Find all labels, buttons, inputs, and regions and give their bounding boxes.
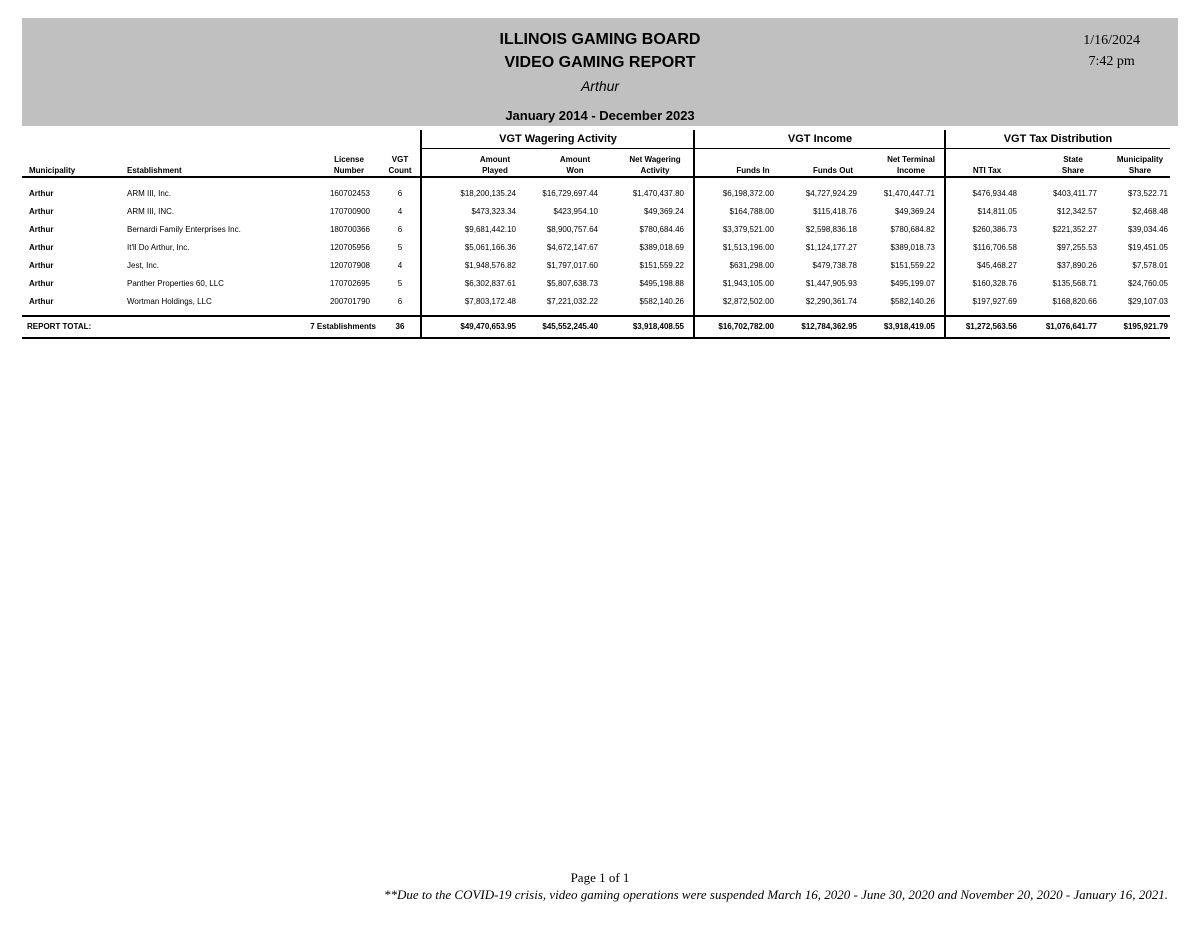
total-amount-won: $45,552,245.40 <box>542 322 598 331</box>
cell-municipality: Arthur <box>29 207 54 216</box>
header-rule <box>22 176 1170 178</box>
report-period: January 2014 - December 2023 <box>505 108 695 123</box>
cell-municipality: Arthur <box>29 225 54 234</box>
cell-vgt-count: 6 <box>397 189 403 198</box>
cell-amount-played: $6,302,837.61 <box>464 279 516 288</box>
cell-funds-in: $6,198,372.00 <box>722 189 774 198</box>
cell-state-share: $135,568.71 <box>1052 279 1097 288</box>
cell-funds-out: $4,727,924.29 <box>805 189 857 198</box>
col-license-number: License Number <box>333 155 365 175</box>
cell-funds-out: $2,290,361.74 <box>805 297 857 306</box>
report-total-row <box>22 318 1170 336</box>
cell-amount-won: $423,954.10 <box>553 207 598 216</box>
col-nti-tax: NTI Tax <box>972 166 1002 175</box>
cell-municipality-share: $7,578.01 <box>1132 261 1168 270</box>
totals-rule-top <box>22 315 1170 317</box>
cell-net-wagering: $495,198.88 <box>639 279 684 288</box>
col-funds-in: Funds In <box>736 166 770 175</box>
cell-state-share: $12,342.57 <box>1056 207 1097 216</box>
cell-nti-tax: $14,811.05 <box>977 207 1017 216</box>
report-time: 7:42 pm <box>1088 54 1135 69</box>
table-row <box>22 257 1170 275</box>
cell-municipality-share: $29,107.03 <box>1127 297 1168 306</box>
cell-amount-won: $4,672,147.67 <box>546 243 598 252</box>
table-row <box>22 293 1170 311</box>
cell-municipality: Arthur <box>29 243 54 252</box>
col-net-wagering: Net Wagering Activity <box>629 155 681 175</box>
page-number: Page 1 of 1 <box>570 870 630 885</box>
table-row <box>22 203 1170 221</box>
cell-net-wagering: $389,018.69 <box>639 243 684 252</box>
total-net-wagering: $3,918,408.55 <box>632 322 684 331</box>
col-state-share: State Share <box>1061 155 1085 175</box>
cell-amount-won: $1,797,017.60 <box>546 261 598 270</box>
cell-nti-tax: $116,706.58 <box>973 243 1017 252</box>
cell-state-share: $37,890.26 <box>1056 261 1097 270</box>
total-amount-played: $49,470,653.95 <box>460 322 516 331</box>
cell-establishment: ARM III, Inc. <box>127 189 172 198</box>
total-funds-out: $12,784,362.95 <box>801 322 857 331</box>
total-nti-tax: $1,272,563.56 <box>965 322 1017 331</box>
cell-net-terminal-income: $151,559.22 <box>890 261 935 270</box>
col-municipality: Municipality <box>29 166 76 175</box>
col-municipality-share: Municipality Share <box>1116 155 1164 175</box>
cell-license-number: 200701790 <box>329 297 370 306</box>
table-row <box>22 239 1170 257</box>
cell-funds-in: $631,298.00 <box>729 261 774 270</box>
cell-funds-out: $1,124,177.27 <box>805 243 857 252</box>
cell-municipality: Arthur <box>29 279 54 288</box>
report-date: 1/16/2024 <box>1083 33 1140 48</box>
group-vgt-income: VGT Income <box>787 133 853 145</box>
cell-establishment: Panther Properties 60, LLC <box>127 279 224 288</box>
report-subtitle: VIDEO GAMING REPORT <box>504 54 696 71</box>
group-header-divider <box>422 148 1170 149</box>
cell-license-number: 120705956 <box>329 243 370 252</box>
cell-net-terminal-income: $582,140.26 <box>890 297 935 306</box>
cell-license-number: 170700900 <box>329 207 370 216</box>
cell-municipality: Arthur <box>29 297 54 306</box>
cell-establishment: ARM III, INC. <box>127 207 175 216</box>
col-amount-played: Amount Played <box>479 155 511 175</box>
cell-municipality-share: $19,451.05 <box>1127 243 1168 252</box>
cell-vgt-count: 4 <box>397 261 403 270</box>
cell-funds-out: $479,738.78 <box>812 261 857 270</box>
cell-funds-out: $1,447,905.93 <box>805 279 857 288</box>
report-timestamp <box>1083 30 1140 72</box>
cell-funds-out: $115,418.76 <box>813 207 857 216</box>
cell-amount-played: $1,948,576.82 <box>464 261 516 270</box>
report-title: ILLINOIS GAMING BOARD <box>499 31 701 48</box>
cell-amount-played: $18,200,135.24 <box>460 189 516 198</box>
total-establishments: 7 Establishments <box>310 322 376 331</box>
group-tax-distribution: VGT Tax Distribution <box>1003 133 1113 145</box>
cell-nti-tax: $160,328.76 <box>972 279 1017 288</box>
cell-municipality-share: $73,522.71 <box>1127 189 1168 198</box>
cell-net-wagering: $1,470,437.80 <box>632 189 684 198</box>
cell-amount-played: $5,061,166.36 <box>464 243 516 252</box>
totals-rule-bottom <box>22 337 1170 339</box>
table-row <box>22 185 1170 203</box>
cell-amount-won: $16,729,697.44 <box>542 189 598 198</box>
total-municipality-share: $195,921.79 <box>1123 322 1168 331</box>
report-header <box>22 18 1178 126</box>
table-row <box>22 275 1170 293</box>
cell-amount-won: $8,900,757.64 <box>546 225 598 234</box>
total-state-share: $1,076,641.77 <box>1045 322 1097 331</box>
col-vgt-count: VGT Count <box>388 155 412 175</box>
cell-state-share: $97,255.53 <box>1056 243 1097 252</box>
cell-nti-tax: $197,927.69 <box>972 297 1017 306</box>
cell-funds-in: $164,788.00 <box>729 207 774 216</box>
cell-state-share: $168,820.66 <box>1052 297 1097 306</box>
cell-nti-tax: $476,934.48 <box>972 189 1017 198</box>
municipality-name: Arthur <box>580 78 620 94</box>
cell-vgt-count: 5 <box>397 279 403 288</box>
cell-net-wagering: $49,369.24 <box>643 207 684 216</box>
total-net-terminal-income: $3,918,419.05 <box>883 322 935 331</box>
total-label: REPORT TOTAL: <box>27 322 92 331</box>
cell-nti-tax: $260,386.73 <box>972 225 1017 234</box>
cell-vgt-count: 6 <box>397 297 403 306</box>
cell-net-wagering: $780,684.46 <box>639 225 684 234</box>
cell-municipality: Arthur <box>29 189 54 198</box>
cell-municipality: Arthur <box>29 261 54 270</box>
total-funds-in: $16,702,782.00 <box>718 322 774 331</box>
cell-funds-in: $3,379,521.00 <box>722 225 774 234</box>
cell-net-wagering: $582,140.26 <box>639 297 684 306</box>
cell-net-terminal-income: $49,369.24 <box>894 207 935 216</box>
cell-net-terminal-income: $780,684.82 <box>890 225 935 234</box>
col-funds-out: Funds Out <box>813 166 853 175</box>
cell-state-share: $403,411.77 <box>1053 189 1097 198</box>
col-amount-won: Amount Won <box>559 155 591 175</box>
cell-amount-won: $5,807,638.73 <box>546 279 598 288</box>
cell-amount-played: $473,323.34 <box>471 207 516 216</box>
cell-municipality-share: $24,760.05 <box>1127 279 1168 288</box>
cell-establishment: Wortman Holdings, LLC <box>127 297 212 306</box>
cell-nti-tax: $45,468.27 <box>976 261 1017 270</box>
col-establishment: Establishment <box>127 166 182 175</box>
group-wagering-activity: VGT Wagering Activity <box>499 133 617 145</box>
cell-establishment: Bernardi Family Enterprises Inc. <box>127 225 241 234</box>
cell-amount-played: $7,803,172.48 <box>464 297 516 306</box>
cell-funds-in: $1,943,105.00 <box>722 279 774 288</box>
col-net-terminal-income: Net Terminal Income <box>887 155 935 175</box>
cell-funds-in: $1,513,196.00 <box>722 243 774 252</box>
cell-license-number: 160702453 <box>329 189 370 198</box>
table-row <box>22 221 1170 239</box>
cell-net-terminal-income: $1,470,447.71 <box>883 189 935 198</box>
cell-municipality-share: $39,034.46 <box>1127 225 1168 234</box>
cell-establishment: Jest, Inc. <box>127 261 160 270</box>
cell-vgt-count: 6 <box>397 225 403 234</box>
cell-net-terminal-income: $495,199.07 <box>890 279 935 288</box>
cell-license-number: 120707908 <box>329 261 370 270</box>
cell-state-share: $221,352.27 <box>1052 225 1097 234</box>
cell-vgt-count: 4 <box>397 207 403 216</box>
covid-footnote: **Due to the COVID-19 crisis, video gaming operations were suspended March 16, 2020 - June 30, 2020 and November 20, 2020 - January 16, 2021. <box>384 887 1168 902</box>
cell-net-wagering: $151,559.22 <box>639 261 684 270</box>
cell-license-number: 180700366 <box>329 225 370 234</box>
cell-municipality-share: $2,468.48 <box>1132 207 1168 216</box>
cell-funds-out: $2,598,836.18 <box>805 225 857 234</box>
total-vgt-count: 36 <box>395 322 405 331</box>
cell-amount-played: $9,681,442.10 <box>464 225 516 234</box>
cell-license-number: 170702695 <box>329 279 370 288</box>
cell-amount-won: $7,221,032.22 <box>546 297 598 306</box>
cell-funds-in: $2,872,502.00 <box>722 297 774 306</box>
cell-net-terminal-income: $389,018.73 <box>890 243 935 252</box>
cell-establishment: It'll Do Arthur, Inc. <box>127 243 190 252</box>
cell-vgt-count: 5 <box>397 243 403 252</box>
